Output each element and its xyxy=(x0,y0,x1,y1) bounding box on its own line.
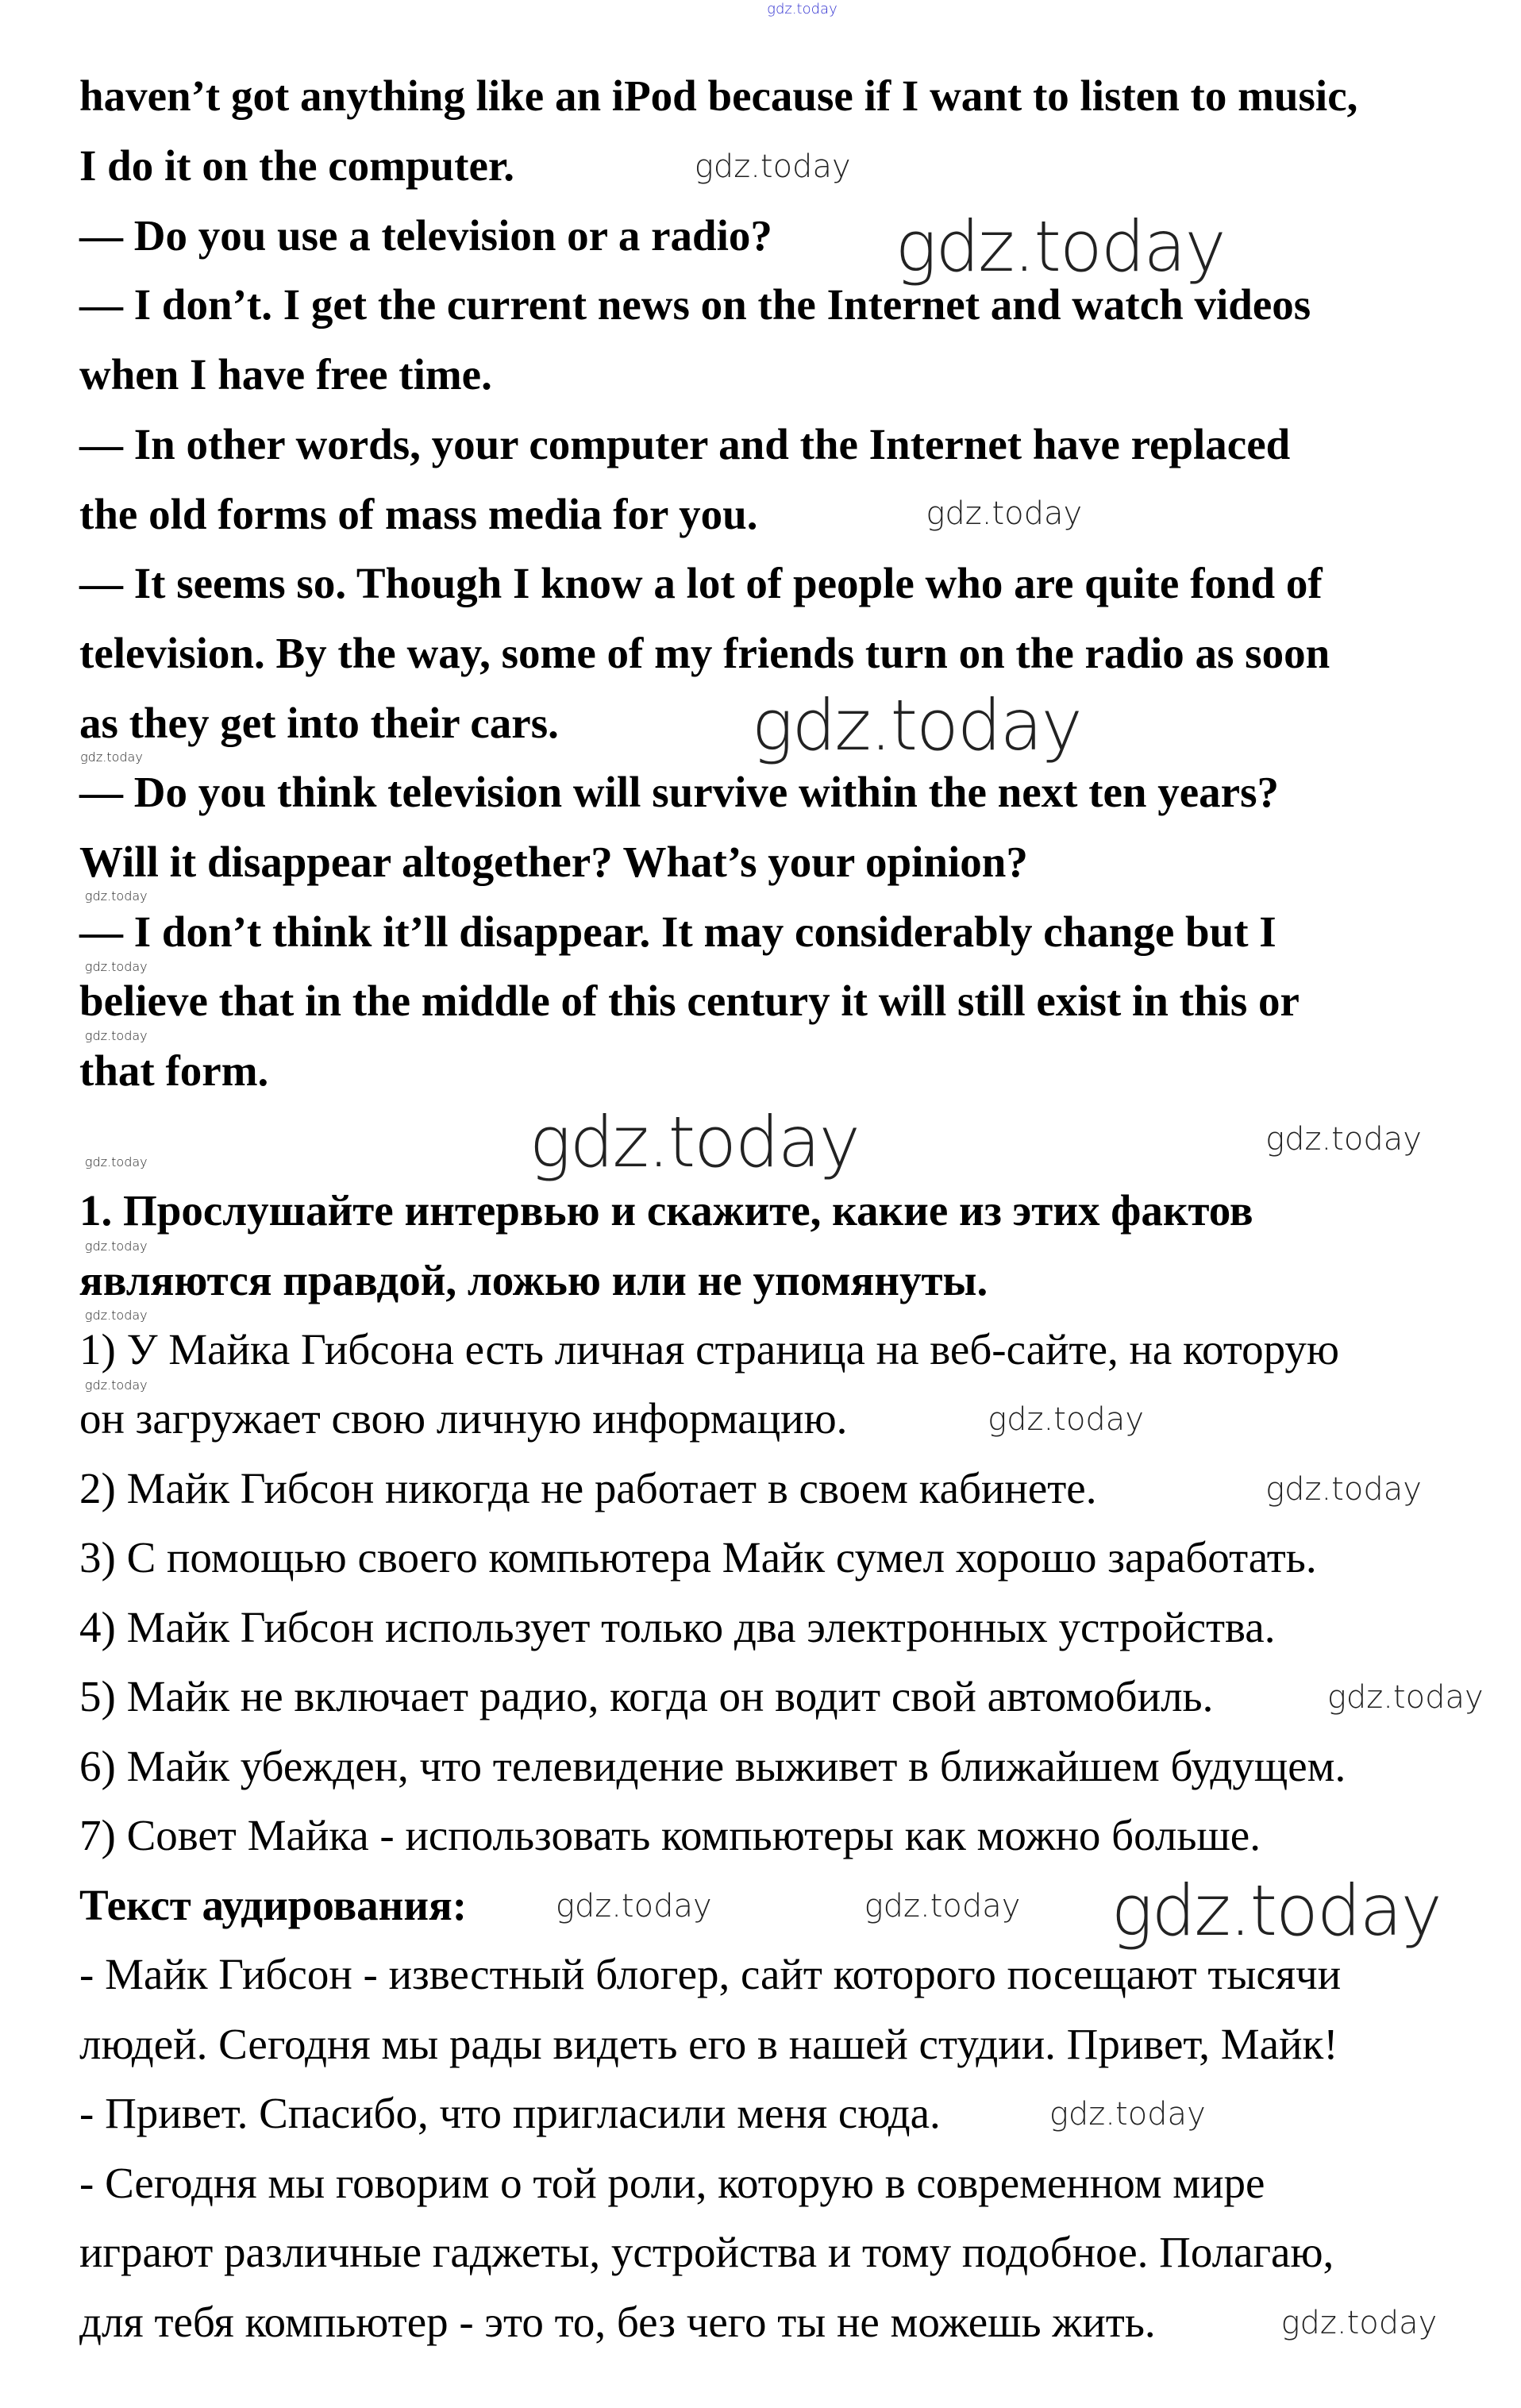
watermark-logo: gdz.today xyxy=(1049,2096,1206,2133)
task-item: 6) Майк убежден, что телевидение выживет в ближайшем будущем. xyxy=(79,1741,1346,1790)
dialogue-line: — Do you use a television or a radio? xyxy=(79,210,772,260)
watermark-logo: gdz.today xyxy=(988,1401,1144,1439)
watermark-logo: gdz.today xyxy=(84,1308,148,1323)
watermark-logo: gdz.today xyxy=(864,1887,1021,1924)
task-item: он загружает свою личную информацию. xyxy=(79,1394,848,1443)
watermark-logo: gdz.today xyxy=(84,1154,148,1169)
dialogue-line: — Do you think television will survive within the next ten years? xyxy=(79,768,1279,817)
watermark-logo: gdz.today xyxy=(926,495,1083,533)
dialogue-line: — I don’t. I get the current news on the Internet and watch videos xyxy=(79,280,1311,329)
watermark-logo: gdz.today xyxy=(1265,1120,1422,1158)
watermark-logo: gdz.today xyxy=(1265,1470,1422,1508)
listening-line: играют различные гаджеты, устройства и тому подобное. Полагаю, xyxy=(79,2228,1334,2277)
watermark-logo: gdz.today xyxy=(694,148,851,185)
watermark-logo: gdz.today xyxy=(80,749,143,765)
listening-line: - Сегодня мы говорим о той роли, которую в современном мире xyxy=(79,2158,1265,2207)
watermark-logo: gdz.today xyxy=(1111,1869,1441,1951)
dialogue-line: — I don’t think it’ll disappear. It may considerably change but I xyxy=(79,907,1276,956)
watermark-logo: gdz.today xyxy=(84,1238,148,1254)
watermark-logo: gdz.today xyxy=(84,1377,148,1393)
task-heading: являются правдой, ложью или не упомянуты. xyxy=(79,1255,988,1304)
listening-line: для тебя компьютер - это то, без чего ты не можешь жить. xyxy=(79,2297,1156,2346)
watermark-logo: gdz.today xyxy=(895,206,1225,288)
task-heading: 1. Прослушайте интервью и скажите, какие из этих фактов xyxy=(79,1186,1253,1235)
watermark-logo: gdz.today xyxy=(84,958,148,974)
watermark-logo: gdz.today xyxy=(555,1887,712,1924)
watermark-logo: gdz.today xyxy=(1280,2304,1438,2341)
task-item: 3) С помощью своего компьютера Майк сумел хорошо заработать. xyxy=(79,1533,1317,1582)
dialogue-line: the old forms of mass media for you. xyxy=(79,489,758,538)
watermark-logo: gdz.today xyxy=(84,888,148,904)
watermark-logo: gdz.today xyxy=(1327,1679,1484,1716)
dialogue-line: believe that in the middle of this century it will still exist in this or xyxy=(79,977,1300,1026)
dialogue-line: when I have free time. xyxy=(79,350,492,399)
listening-line: людей. Сегодня мы рады видеть его в нашей студии. Привет, Майк! xyxy=(79,2019,1338,2068)
listening-line: - Майк Гибсон - известный блогер, сайт которого посещают тысячи xyxy=(79,1950,1342,1999)
dialogue-line: haven’t got anything like an iPod because if I want to listen to music, xyxy=(79,71,1358,121)
listening-line: - Привет. Спасибо, что пригласили меня сюда. xyxy=(79,2089,941,2138)
task-item: 1) У Майка Гибсона есть личная страница на веб-сайте, на которую xyxy=(79,1325,1339,1374)
dialogue-line: television. By the way, some of my friends turn on the radio as soon xyxy=(79,628,1330,677)
dialogue-line: Will it disappear altogether? What’s your opinion? xyxy=(79,837,1028,886)
dialogue-line: — It seems so. Though I know a lot of people who are quite fond of xyxy=(79,559,1323,608)
dialogue-line: — In other words, your computer and the Internet have replaced xyxy=(79,419,1291,468)
watermark-logo: gdz.today xyxy=(751,684,1081,766)
task-item: 2) Майк Гибсон никогда не работает в своем кабинете. xyxy=(79,1463,1097,1512)
dialogue-line: that form. xyxy=(79,1046,269,1095)
watermark-logo: gdz.today xyxy=(84,1028,148,1044)
dialogue-line: as they get into their cars. xyxy=(79,698,559,747)
watermark-logo: gdz.today xyxy=(529,1100,859,1183)
task-item: 7) Совет Майка - использовать компьютеры как можно больше. xyxy=(79,1811,1261,1860)
task-item: 5) Майк не включает радио, когда он водит свой автомобиль. xyxy=(79,1672,1214,1721)
watermark-logo: gdz.today xyxy=(767,0,838,17)
task-item: 4) Майк Гибсон использует только два электронных устройства. xyxy=(79,1602,1276,1651)
dialogue-line: I do it on the computer. xyxy=(79,141,514,191)
listening-heading: Текст аудирования: xyxy=(79,1880,468,1929)
